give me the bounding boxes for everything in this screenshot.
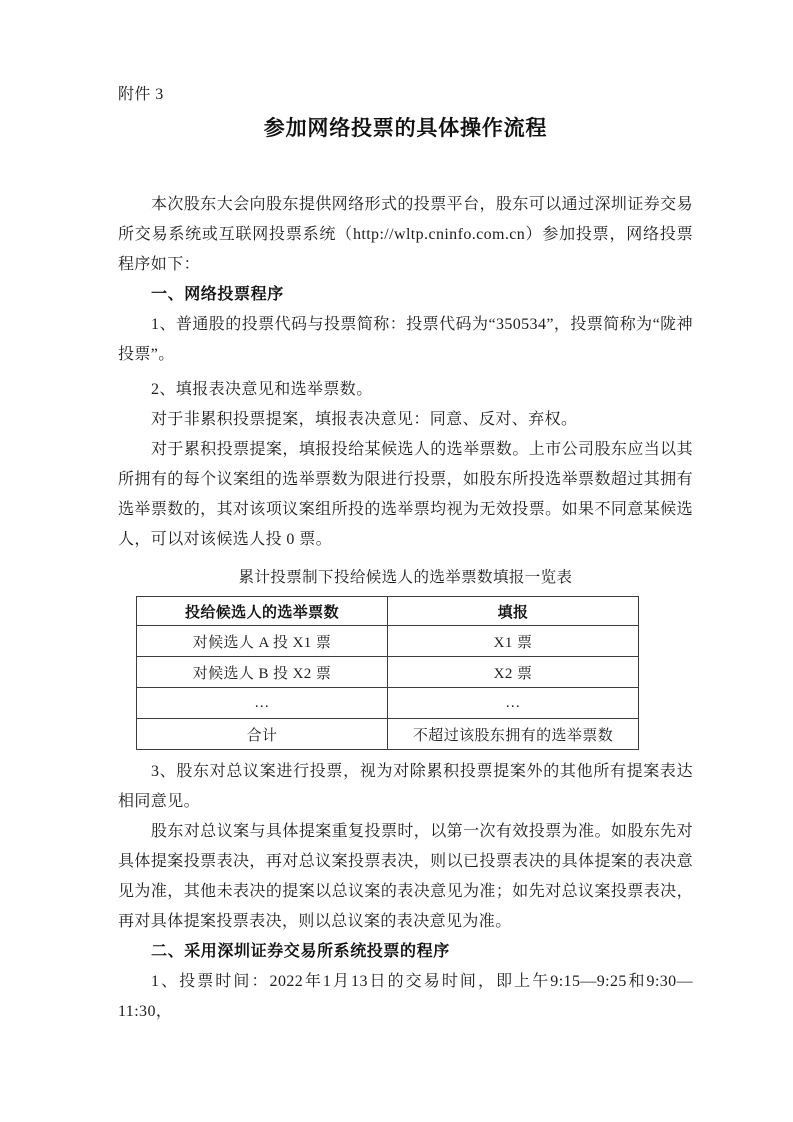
section1-cumulative-paragraph: 对于累积投票提案，填报投给某候选人的选举票数。上市公司股东应当以其所拥有的每个议案组的选举票数为限进行投票，如股东所投选举票数超过其拥有选举票数的，其对该项议案组所投的选举票均视为无效投票。如果不同意某候选人，可以对该候选人投 0 票。 — [118, 441, 693, 548]
attachment-label: 附件 3 — [118, 86, 164, 103]
section1-noncumulative-paragraph: 对于非累积投票提案，填报表决意见：同意、反对、弃权。 — [151, 411, 578, 428]
table-cell: … — [137, 688, 388, 719]
table-cell: X2 票 — [388, 657, 639, 688]
table-cell: … — [388, 688, 639, 719]
section1-heading: 一、网络投票程序 — [151, 286, 284, 303]
document-content — [118, 0, 693, 1122]
table-cell: X1 票 — [388, 626, 639, 657]
section1-item2: 2、填报表决意见和选举票数。 — [151, 381, 373, 398]
page-title: 参加网络投票的具体操作流程 — [263, 117, 548, 140]
section1-repeat-vote-paragraph: 股东对总议案与具体提案重复投票时，以第一次有效投票为准。如股东先对具体提案投票表决，再对总议案投票表决，则以已投票表决的具体提案的表决意见为准，其他未表决的提案以总议案的表决意见为准；如先对总议案投票表决，再对具体提案投票表决，则以总议案的表决意见为准。 — [118, 823, 693, 930]
section1-item1: 1、普通股的投票代码与投票简称：投票代码为“350534”，投票简称为“陇神投票”。 — [118, 316, 693, 363]
vote-table-header-votes: 投给候选人的选举票数 — [137, 597, 388, 626]
table-row — [137, 688, 639, 719]
vote-table-caption: 累计投票制下投给候选人的选举票数填报一览表 — [238, 569, 573, 586]
table-row — [137, 657, 639, 688]
table-cell: 对候选人 B 投 X2 票 — [137, 657, 388, 688]
vote-table — [136, 596, 639, 750]
table-row — [137, 626, 639, 657]
intro-paragraph: 本次股东大会向股东提供网络形式的投票平台，股东可以通过深圳证券交易所交易系统或互联网投票系统（http://wltp.cninfo.com.cn）参加投票，网络投票程序如下： — [118, 196, 693, 273]
table-cell: 合计 — [137, 719, 388, 750]
section1-item3: 3、股东对总议案进行投票，视为对除累积投票提案外的其他所有提案表达相同意见。 — [118, 763, 693, 810]
section2-item1: 1、投票时间：2022年1月13日的交易时间，即上午9:15—9:25和9:30—11:30， — [118, 973, 693, 1020]
vote-table-header-fill: 填报 — [388, 597, 639, 626]
table-cell: 对候选人 A 投 X1 票 — [137, 626, 388, 657]
section2-heading: 二、采用深圳证券交易所系统投票的程序 — [151, 943, 450, 960]
table-cell: 不超过该股东拥有的选举票数 — [388, 719, 639, 750]
vote-table-header-row — [137, 597, 639, 626]
table-row — [137, 719, 639, 750]
